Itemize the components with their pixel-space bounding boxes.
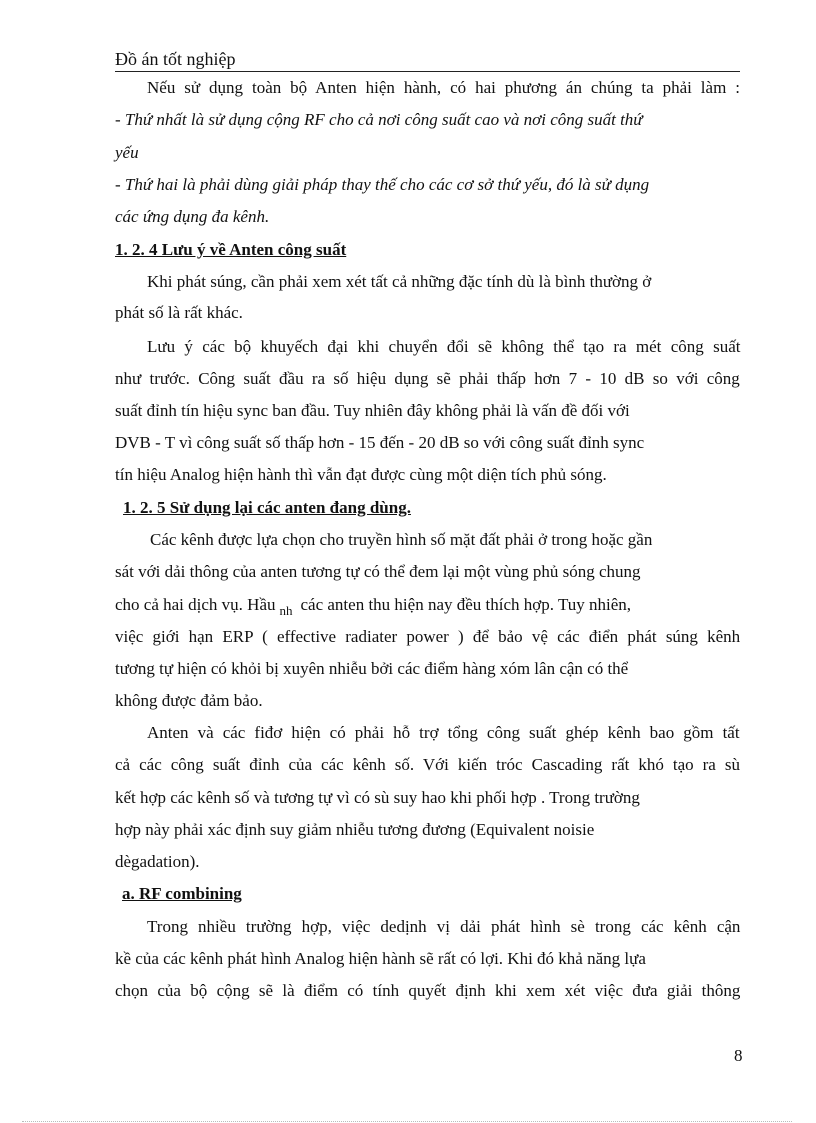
body-line: chọn của bộ cộng sẽ là điểm có tính quyết định khi xem xét việc đưa giải thông	[115, 981, 741, 1000]
body-line: Lưu ý các bộ khuyếch đại khi chuyển đổi sẽ không thể tạo ra mét công suất	[147, 337, 741, 356]
body-line: DVB - T vì công suất số thấp hơn - 15 đến - 20 dB so với công suất đỉnh sync	[115, 433, 645, 452]
section-heading-rf-combining: a. RF combining	[122, 884, 242, 903]
body-line-with-subscript	[115, 595, 631, 616]
body-text: các anten thu hiện nay đều thích hợp. Tuy nhiên,	[300, 595, 632, 614]
section-heading-1-2-5: 1. 2. 5 Sử dụng lại các anten đang dùng.	[123, 498, 411, 517]
body-line: Các kênh được lựa chọn cho truyền hình số mặt đất phải ở trong hoặc gần	[150, 530, 653, 549]
body-line-italic: - Thứ nhất là sử dụng cộng RF cho cả nơi công suất cao và nơi công suất thứ	[115, 110, 643, 129]
body-line: cả các công suất đỉnh của các kênh số. Với kiến tróc Cascading rất khó tạo ra sù	[115, 755, 740, 774]
body-line: Khi phát súng, cần phải xem xét tất cả những đặc tính dù là bình thường ở	[147, 272, 652, 291]
body-line: suất đỉnh tín hiệu sync ban đầu. Tuy nhiên đây không phải là vấn đề đối với	[115, 401, 630, 420]
body-line: kề của các kênh phát hình Analog hiện hành sẽ rất có lợi. Khi đó khả năng lựa	[115, 949, 646, 968]
body-line: tín hiệu Analog hiện hành thì vẫn đạt được cùng một diện tích phủ sóng.	[115, 465, 607, 484]
body-line: Anten và các fiđơ hiện có phải hỗ trợ tổng công suất ghép kênh bao gồm tất	[147, 723, 740, 742]
body-line: phát số là rất khác.	[115, 303, 243, 322]
body-text: cho cả hai dịch vụ. Hầu	[115, 595, 276, 614]
body-line: sát với dải thông của anten tương tự có thể đem lại một vùng phủ sóng chung	[115, 562, 641, 581]
section-heading-1-2-4: 1. 2. 4 Lưu ý về Anten công suất	[115, 240, 347, 259]
body-line: như trước. Công suất đầu ra số hiệu dụng sẽ phải thấp hơn 7 - 10 dB so với công	[115, 369, 740, 388]
page-bottom-divider	[22, 1121, 792, 1122]
body-line-italic: - Thứ hai là phải dùng giải pháp thay thế cho các cơ sở thứ yếu, đó là sử dụng	[115, 175, 650, 194]
subscript-text: nh	[279, 603, 293, 618]
body-line: không được đảm bảo.	[115, 691, 263, 710]
body-line: hợp này phải xác định suy giảm nhiễu tương đương (Equivalent noisie	[115, 820, 595, 839]
body-line-italic: yếu	[115, 143, 139, 162]
body-line-italic: các ứng dụng đa kênh.	[115, 207, 270, 226]
body-line: dègadation).	[115, 852, 200, 871]
body-line: Trong nhiều trường hợp, việc dedịnh vị dải phát hình sè trong các kênh cận	[147, 917, 741, 936]
page-number: 8	[734, 1046, 743, 1065]
page-header-title: Đồ án tốt nghiệp	[115, 47, 740, 72]
body-line: tương tự hiện có khỏi bị xuyên nhiễu bởi các điểm hàng xóm lân cận có thể	[115, 659, 629, 678]
body-line: Nếu sử dụng toàn bộ Anten hiện hành, có hai phương án chúng ta phải làm :	[147, 78, 740, 97]
body-line: kết hợp các kênh số và tương tự vì có sù suy hao khi phối hợp . Trong trường	[115, 788, 640, 807]
body-line: việc giới hạn ERP ( effective radiater power ) để bảo vệ các điển phát súng kênh	[115, 627, 741, 646]
